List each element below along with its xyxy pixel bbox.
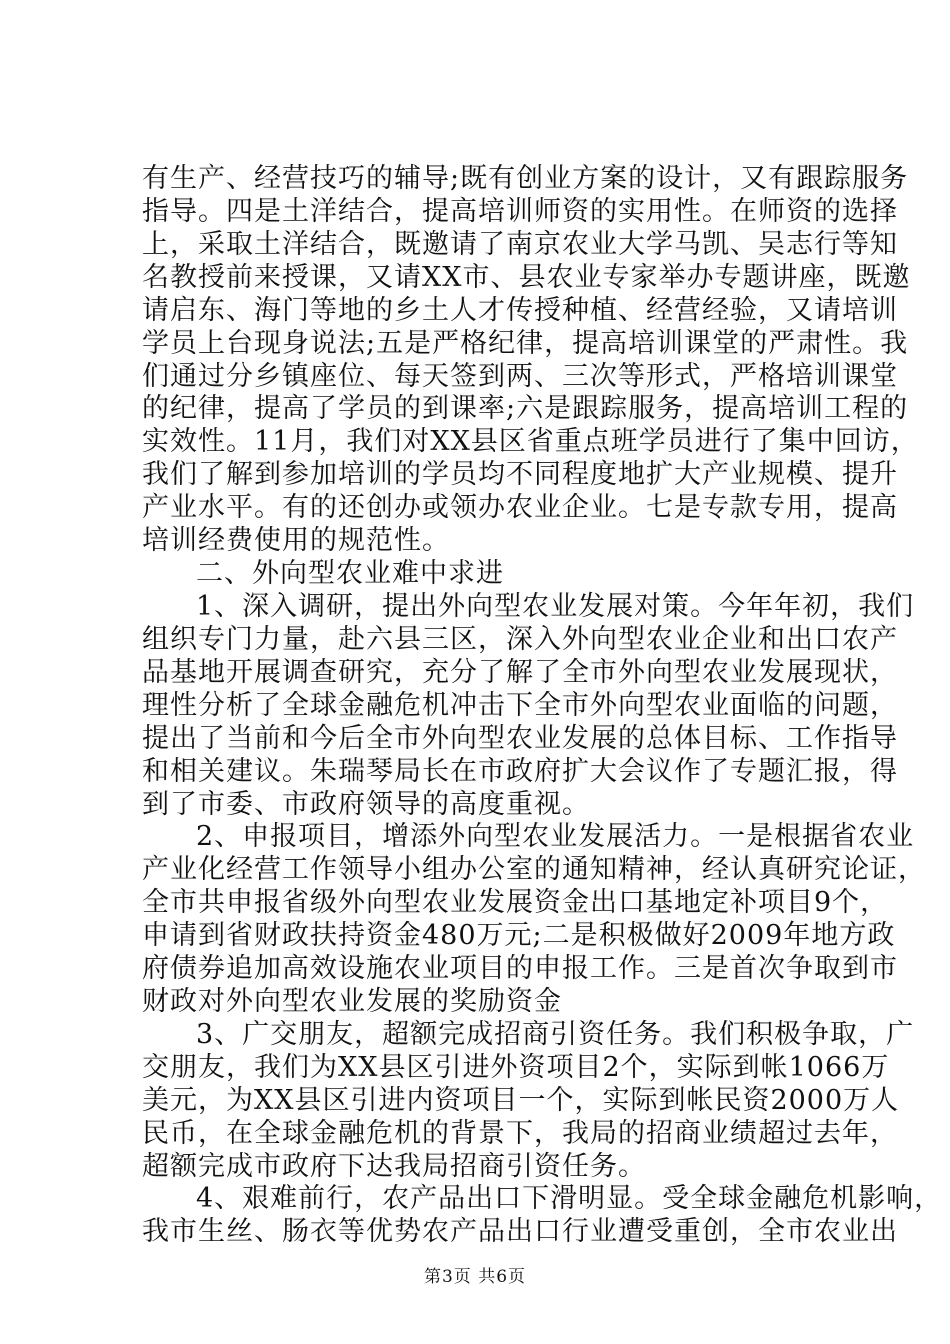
text-line: 府债券追加高效设施农业项目的申报工作。三是首次争取到市: [142, 953, 898, 985]
text-line: 和相关建议。朱瑞琴局长在市政府扩大会议作了专题汇报，得: [142, 755, 898, 787]
text-line: 民币，在全球金融危机的背景下，我局的招商业绩超过去年，: [142, 1117, 898, 1149]
text-line: 产业化经营工作领导小组办公室的通知精神，经认真研究论证，: [142, 854, 926, 886]
text-line: 上，采取土洋结合，既邀请了南京农业大学马凯、吴志行等知: [142, 228, 898, 260]
text-line: 提出了当前和今后全市外向型农业发展的总体目标、工作指导: [142, 722, 898, 754]
text-line: 的纪律，提高了学员的到课率;六是跟踪服务，提高培训工程的: [142, 393, 909, 425]
text-line: 申请到省财政扶持资金480万元;二是积极做好2009年地方政: [142, 920, 896, 952]
text-line: 名教授前来授课，又请XX市、县农业专家举办专题讲座，既邀: [142, 261, 911, 293]
page-footer: 第3页 共6页: [423, 1267, 527, 1287]
text-line: 超额完成市政府下达我局招商引资任务。: [142, 1150, 646, 1182]
text-line: 我市生丝、肠衣等优势农产品出口行业遭受重创，全市农业出: [142, 1215, 898, 1247]
text-line: 组织专门力量，赴六县三区，深入外向型农业企业和出口农产: [142, 623, 898, 655]
text-line: 实效性。11月，我们对XX县区省重点班学员进行了集中回访，: [142, 426, 919, 458]
text-line: 美元，为XX县区引进内资项目一个，实际到帐民资2000万人: [142, 1084, 900, 1116]
text-line: 有生产、经营技巧的辅导;既有创业方案的设计，又有跟踪服务: [142, 163, 909, 194]
text-line: 财政对外向型农业发展的奖励资金: [142, 986, 562, 1018]
text-line: 1、深入调研，提出外向型农业发展对策。今年年初，我们: [196, 590, 915, 622]
text-line: 理性分析了全球金融危机冲击下全市外向型农业面临的问题，: [142, 689, 898, 721]
document-body: [142, 163, 943, 1248]
text-line: 3、广交朋友，超额完成招商引资任务。我们积极争取，广: [196, 1018, 915, 1050]
text-line: 二、外向型农业难中求进: [196, 558, 504, 590]
text-line: 请启东、海门等地的乡土人才传授种植、经营经验，又请培训: [142, 294, 898, 326]
text-line: 产业水平。有的还创办或领办农业企业。七是专款专用，提高: [142, 492, 898, 524]
text-line: 品基地开展调查研究，充分了解了全市外向型农业发展现状，: [142, 656, 898, 688]
text-line: 们通过分乡镇座位、每天签到两、三次等形式，严格培训课堂: [142, 360, 898, 392]
text-line: 学员上台现身说法;五是严格纪律，提高培训课堂的严肃性。我: [142, 327, 909, 359]
text-line: 2、申报项目，增添外向型农业发展活力。一是根据省农业: [196, 821, 915, 853]
text-line: 4、艰难前行，农产品出口下滑明显。受全球金融危机影响，: [196, 1182, 943, 1214]
text-line: 指导。四是土洋结合，提高培训师资的实用性。在师资的选择: [142, 195, 898, 227]
text-line: 全市共申报省级外向型农业发展资金出口基地定补项目9个，: [142, 887, 889, 919]
text-line: 到了市委、市政府领导的高度重视。: [142, 788, 590, 820]
text-line: 我们了解到参加培训的学员均不同程度地扩大产业规模、提升: [142, 459, 898, 491]
text-line: 培训经费使用的规范性。: [142, 525, 450, 557]
text-line: 交朋友，我们为XX县区引进外资项目2个，实际到帐1066万: [142, 1051, 890, 1083]
